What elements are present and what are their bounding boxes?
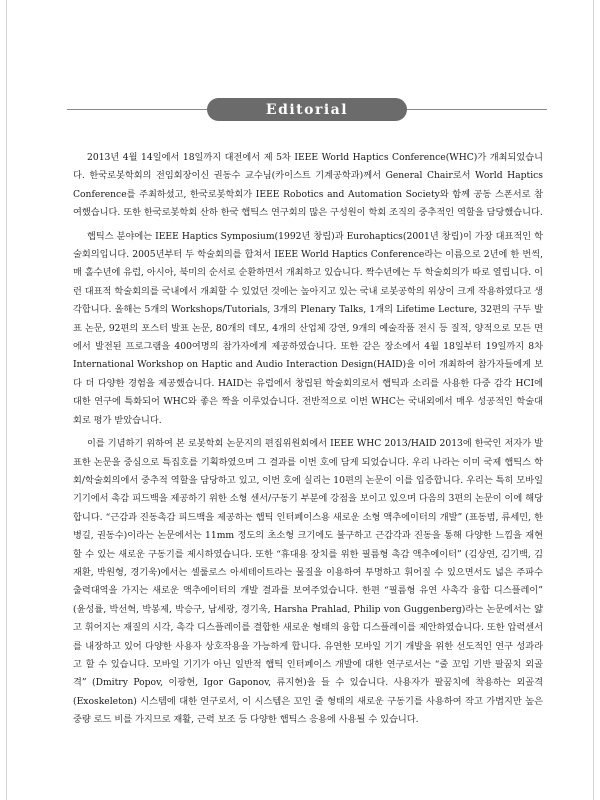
header-rule-left bbox=[67, 109, 207, 110]
section-title: Editorial bbox=[265, 101, 349, 118]
header-rule-right bbox=[407, 109, 547, 110]
paragraph: 2013년 4월 14일에서 18일까지 대전에서 제 5차 IEEE World Haptics Conference(WHC)가 개최되었습니다. 한국로봇학회의 전임회장이신 권동수 교수님(카이스트 기계공학과)께서 General Chair로서 World Haptics Conference를 주최하셨고, 한국로봇학회가 IEEE Robotics and Automation Society와 함께 공동 스폰서로 참여했습니다. 또한 한국로봇학회 산하 한국 햅틱스 연구회의 많은 구성원이 학회 조직의 중추적인 역할을 담당했습니다. bbox=[73, 152, 543, 219]
paragraph: 이를 기념하기 위하여 본 로봇학회 논문지의 편집위원회에서 IEEE WHC 2013/HAID 2013에 한국인 저자가 발표한 논문을 중심으로 특집호를 기획하였으며 그 결과를 이번 호에 담게 되었습니다. 우리 나라는 이미 국제 햅틱스 학회/학술회의에서 중추적 역할을 담당하고 있고, 이번 호에 실리는 10편의 논문이 이를 입증합니다. 우리는 특히 모바일 기기에서 촉감 피드백을 제공하기 위한 소형 센서/구동기 부분에 강점을 보이고 있으며 다음의 3편의 논문이 이에 해당합니다. “근감과 진동촉감 피드백을 제공하는 햅틱 인터페이스용 새로운 소형 액추에이터의 개발” (표동범, 류세민, 한병길, 권동수)이라는 논문에서는 11mm 정도의 초소형 크기에도 불구하고 근감각과 진동을 통해 다양한 느낌을 재현할 수 있는 새로운 구동기를 제시하였습니다. 또한 “휴대용 장치를 위한 필름형 촉감 액추에이터” (김상연, 김기백, 김재환, 박원형, 경기욱)에서는 셀룰로스 아세테이트라는 물질을 이용하여 투명하고 휘어질 수 있으면서도 넓은 주파수 출력대역을 가지는 새로운 액추에이터의 개발 결과를 보여주었습니다. 한편 “필름형 유연 사촉각 융합 디스플레이” (윤성률, 박선혁, 박봉제, 박승구, 남세광, 경기욱, Harsha Prahlad, Philip von Guggenberg)라는 논문에서는 얇고 휘어지는 재질의 시각, 촉각 디스플레이를 결합한 새로운 형태의 융합 디스플레이를 제안하였습니다. 또한 압력센서를 내장하고 있어 다양한 사용자 상호작용을 가능하게 합니다. 유연한 모바일 기기 개발을 위한 선도적인 연구 성과라고 할 수 있습니다. 모바일 기기가 아닌 일반적 햅틱 인터페이스 개발에 대한 연구로서는 “줄 꼬임 기반 팔꿈치 외골격” (Dmitry Popov, 이광현, Igor Gaponov, 류지현)을 들 수 있습니다. 사용자가 팔꿈치에 착용하는 외골격(Exoskeleton) 시스템에 대한 연구로서, 이 시스템은 꼬인 줄 형태의 새로운 구동기를 사용하여 작고 가볍지만 높은 중량 로드 비를 가지므로 재활, 근력 보조 등 다양한 햅틱스 응용에 사용될 수 있습니다. bbox=[73, 438, 543, 726]
editorial-header-band bbox=[207, 98, 407, 121]
paragraph: 햅틱스 분야에는 IEEE Haptics Symposium(1992년 창립)과 Eurohaptics(2001년 창립)이 가장 대표적인 학술회의입니다. 2005년부터 두 학술회의를 합쳐서 IEEE World Haptics Conference라는 이름으로 2년에 한 번씩, 매 홀수년에 유럽, 아시아, 북미의 순서로 순환하면서 개최하고 있습니다. 짝수년에는 두 학술회의가 따로 열립니다. 이런 대표적 학술회의를 국내에서 개최할 수 있었던 것에는 높아지고 있는 국내 로봇공학의 위상이 크게 작용하였다고 생각합니다. 올해는 5개의 Workshops/Tutorials, 3개의 Plenary Talks, 1개의 Lifetime Lecture, 32편의 구두 발표 논문, 92편의 포스터 발표 논문, 80개의 데모, 4개의 산업체 강연, 9개의 예술작품 전시 등 질적, 양적으로 모든 면에서 발전된 프로그램을 400여명의 참가자에게 제공하였습니다. 또한 같은 장소에서 4월 18일부터 19일까지 8차 International Workshop on Haptic and Audio Interaction Design(HAID)을 이어 개최하여 참가자들에게 보다 더 다양한 경험을 제공했습니다. HAID는 유럽에서 창립된 학술회의로서 햅틱과 소리를 사용한 다중 감각 HCI에 대한 연구에 특화되어 WHC와 좋은 짝을 이루었습니다. 전반적으로 이번 WHC는 국내외에서 매우 성공적인 학술대회로 평가 받았습니다. bbox=[73, 230, 543, 426]
article-body bbox=[73, 149, 543, 735]
page bbox=[6, 0, 594, 800]
